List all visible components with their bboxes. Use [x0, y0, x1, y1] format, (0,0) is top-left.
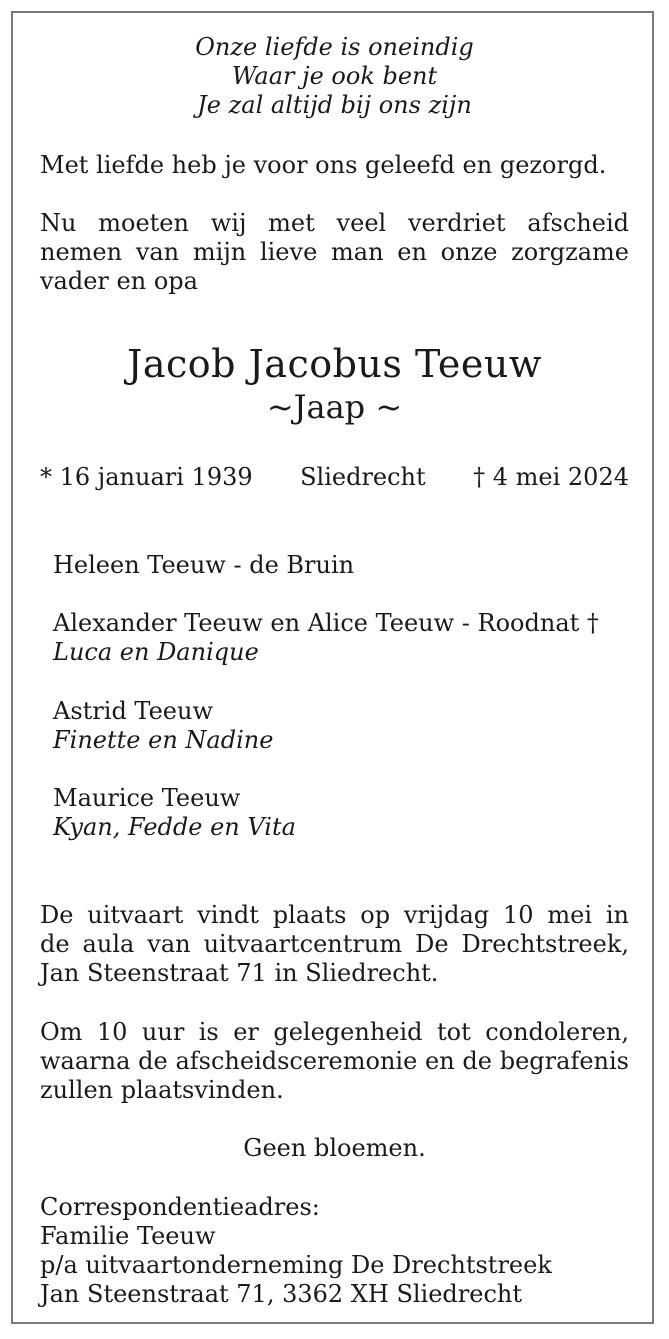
family-member-4: Maurice Teeuw: [53, 784, 241, 812]
family-member-3: Astrid Teeuw: [53, 697, 213, 725]
poem-line-1: Onze liefde is oneindig: [195, 33, 474, 61]
poem-line-2: Waar je ook bent: [231, 62, 438, 90]
condolence-line-3: zullen plaatsvinden.: [40, 1076, 284, 1104]
deceased-nickname: ~Jaap ~: [266, 388, 403, 426]
condolence-line-1: Om 10 uur is er gelegenheid tot condoleren,: [40, 1018, 629, 1046]
funeral-line-1: De uitvaart vindt plaats op vrijdag 10 mei in: [40, 901, 629, 929]
place: Sliedrecht: [300, 463, 426, 491]
death-date: † 4 mei 2024: [473, 463, 629, 491]
dates-row: [40, 463, 629, 492]
intro-2-line-3: vader en opa: [40, 267, 198, 295]
family-member-3-children: Finette en Nadine: [53, 726, 274, 754]
family-member-4-children: Kyan, Fedde en Vita: [53, 813, 296, 841]
poem-line-3: Je zal altijd bij ons zijn: [197, 91, 472, 119]
family-member-1: Heleen Teeuw - de Bruin: [53, 551, 355, 579]
deceased-full-name: Jacob Jacobus Teeuw: [127, 342, 542, 386]
family-member-2-children: Luca en Danique: [53, 638, 259, 666]
family-member-2: Alexander Teeuw en Alice Teeuw - Roodnat †: [53, 609, 599, 637]
intro-line: Met liefde heb je voor ons geleefd en gezorgd.: [40, 151, 607, 179]
funeral-line-2: de aula van uitvaartcentrum De Drechtstreek,: [40, 930, 629, 958]
condolence-line-2: waarna de afscheidsceremonie en de begrafenis: [40, 1047, 629, 1075]
correspondence-heading: Correspondentieadres:: [40, 1193, 320, 1221]
correspondence-line-4: Jan Steenstraat 71, 3362 XH Sliedrecht: [40, 1280, 523, 1308]
funeral-line-3: Jan Steenstraat 71 in Sliedrecht.: [40, 959, 439, 987]
intro-2-line-1: Nu moeten wij met veel verdriet afscheid: [40, 209, 629, 237]
correspondence-line-3: p/a uitvaartonderneming De Drechtstreek: [40, 1251, 552, 1279]
notice-frame: [11, 11, 654, 1324]
no-flowers: Geen bloemen.: [243, 1134, 426, 1162]
birth-date: * 16 januari 1939: [40, 463, 253, 491]
correspondence-line-2: Familie Teeuw: [40, 1222, 216, 1250]
intro-2-line-2: nemen van mijn lieve man en onze zorgzame: [40, 238, 629, 266]
